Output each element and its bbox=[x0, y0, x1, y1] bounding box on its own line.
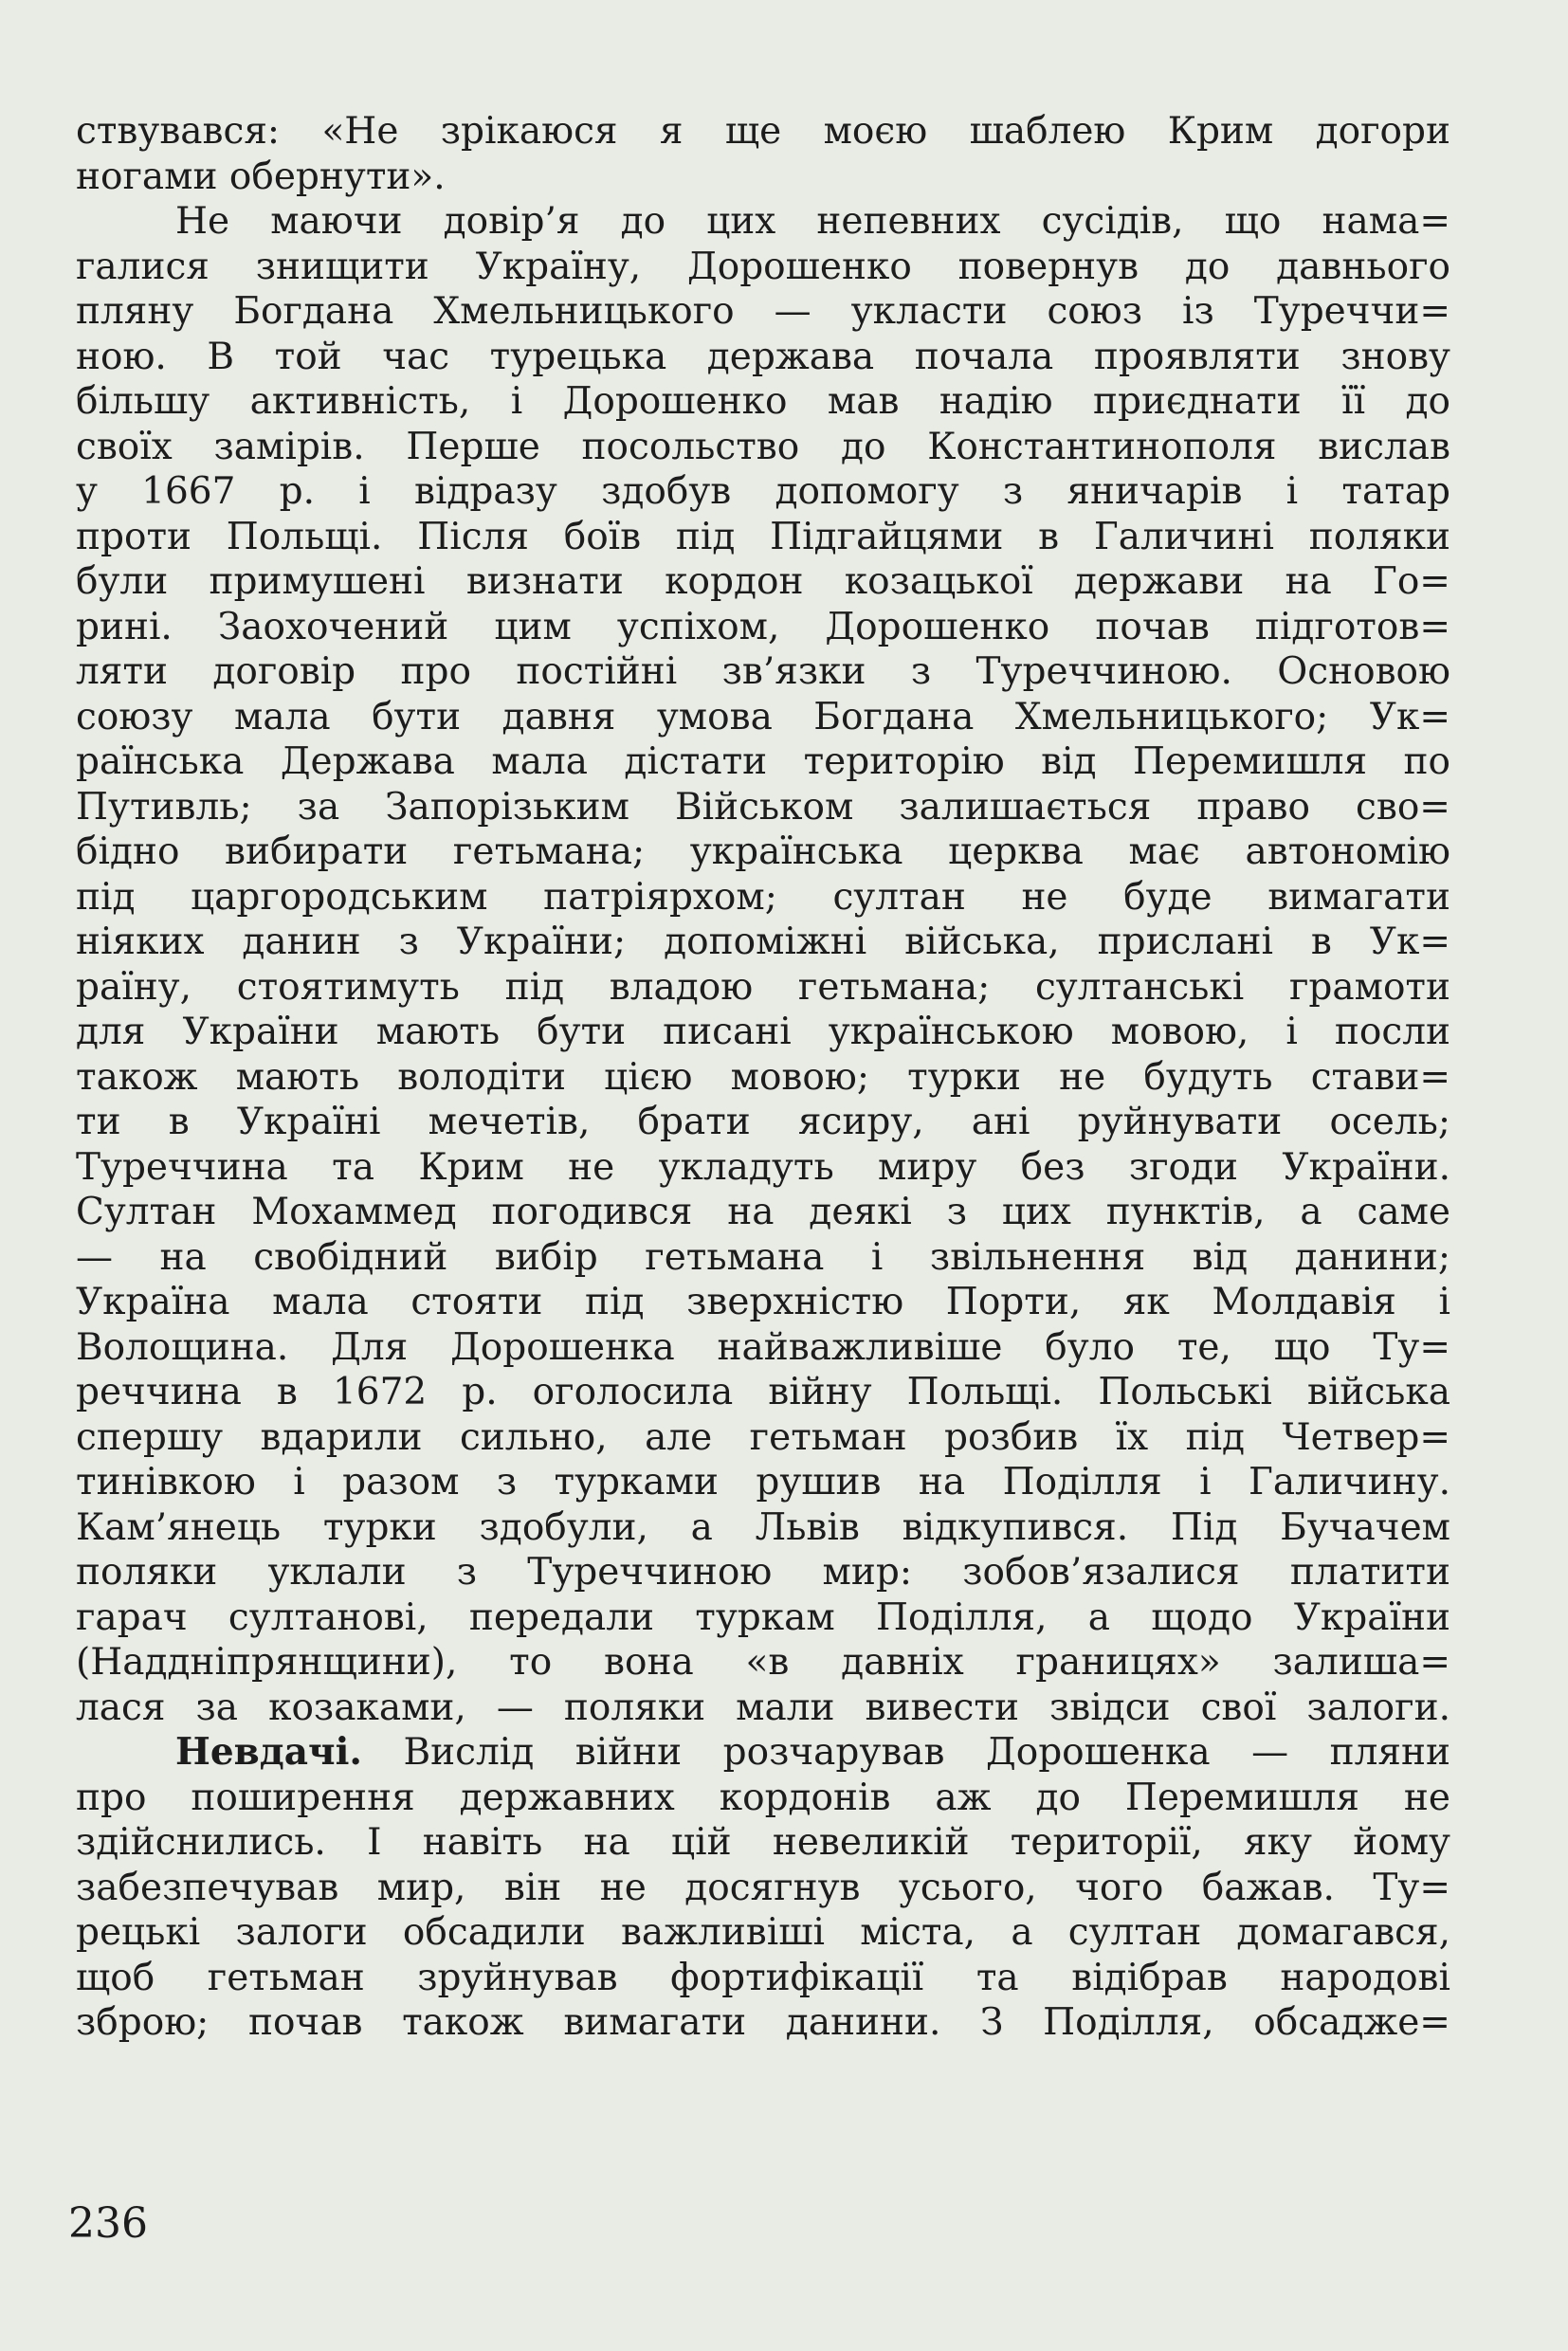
text-line: своїх замірів. Перше посольство до Константинополя вислав bbox=[76, 425, 1450, 468]
text-line: ляти договір про постійні зв’язки з Туреччиною. Основою bbox=[76, 650, 1450, 693]
text-line: також мають володіти цією мовою; турки не будуть стави= bbox=[76, 1055, 1450, 1099]
text-line: Волощина. Для Дорошенка найважливіше було те, що Ту= bbox=[76, 1325, 1450, 1369]
text-line: раїну, стоятимуть під владою гетьмана; султанські грамоти bbox=[76, 965, 1450, 1009]
text-line: галися знищити Україну, Дорошенко повернув до давнього bbox=[76, 245, 1450, 288]
text-line: здійснились. І навіть на цій невеликій території, яку йому bbox=[76, 1821, 1450, 1864]
text-line: про поширення державних кордонів аж до Перемишля не bbox=[76, 1776, 1450, 1819]
text-line: рецькі залоги обсадили важливіші міста, а султан домагався, bbox=[76, 1911, 1450, 1954]
text-line: бідно вибирати гетьмана; українська церква має автономію bbox=[76, 830, 1450, 873]
text-line: проти Польщі. Після боїв під Підгайцями в Галичині поляки bbox=[76, 515, 1450, 558]
text-line: ти в Україні мечетів, брати ясиру, ані руйнувати осель; bbox=[76, 1101, 1450, 1143]
text-line: (Наддніпрянщини), то вона «в давніх границях» залиша= bbox=[76, 1641, 1450, 1684]
text-line: у 1667 р. і відразу здобув допомогу з яничарів і татар bbox=[76, 470, 1450, 513]
text-line: гарач султанові, передали туркам Поділля, а щодо України bbox=[76, 1595, 1450, 1639]
text-line: ногами обернути». bbox=[76, 155, 446, 198]
section-heading: Невдачі. bbox=[175, 1730, 362, 1774]
text-line: тинівкою і разом з турками рушив на Поділля і Галичину. bbox=[76, 1461, 1450, 1504]
text-line: пляну Богдана Хмельницького — укласти союз із Туреччи= bbox=[76, 290, 1450, 333]
text-line: Султан Мохаммед погодився на деякі з цих пунктів, а саме bbox=[76, 1191, 1450, 1233]
text-line: раїнська Держава мала дістати територію від Перемишля по bbox=[76, 740, 1450, 783]
text-line bbox=[76, 1730, 1450, 1776]
text-line: рині. Заохочений цим успіхом, Дорошенко почав підготов= bbox=[76, 605, 1450, 648]
text-line: Не маючи довір’я до цих непевних сусідів, що нама= bbox=[175, 200, 1450, 243]
text-line: поляки уклали з Туреччиною мир: зобов’язалися платити bbox=[76, 1551, 1450, 1594]
text-line: реччина в 1672 р. оголосила війну Польщі. Польські війська bbox=[76, 1371, 1450, 1413]
text-line: забезпечував мир, він не досягнув усього, чого бажав. Ту= bbox=[76, 1866, 1450, 1909]
text-line: Україна мала стояти під зверхністю Порти, як Молдавія і bbox=[76, 1281, 1450, 1323]
text-line: для України мають бути писані українською мовою, і посли bbox=[76, 1011, 1450, 1053]
text-line: щоб гетьман зруйнував фортифікації та відібрав народові bbox=[76, 1956, 1450, 1999]
text-line-content: Вислід війни розчарував Дорошенка — пляни bbox=[361, 1731, 1450, 1774]
text-line: під царгородським патріярхом; султан не буде вимагати bbox=[76, 875, 1450, 919]
text-line: ною. В той час турецька держава почала проявляти знову bbox=[76, 335, 1450, 378]
page-number: 236 bbox=[68, 2199, 148, 2248]
text-line: Кам’янець турки здобули, а Львів відкупився. Під Бучачем bbox=[76, 1505, 1450, 1549]
text-line: ствувався: «Не зрікаюся я ще моєю шаблею Крим догори bbox=[76, 110, 1450, 153]
text-line: зброю; почав також вимагати данини. З Поділля, обсадже= bbox=[76, 2001, 1450, 2044]
text-line: ніяких данин з України; допоміжні війська, прислані в Ук= bbox=[76, 920, 1450, 963]
text-line: — на свобідний вибір гетьмана і звільнення від данини; bbox=[76, 1235, 1450, 1279]
text-line: лася за козаками, — поляки мали вивести звідси свої залоги. bbox=[76, 1686, 1450, 1729]
text-line: спершу вдарили сильно, але гетьман розбив їх під Четвер= bbox=[76, 1415, 1450, 1459]
text-line: Туреччина та Крим не укладуть миру без згоди України. bbox=[76, 1145, 1450, 1189]
text-line: були примушені визнати кордон козацької держави на Го= bbox=[76, 560, 1450, 603]
text-line: більшу активність, і Дорошенко мав надію приєднати її до bbox=[76, 380, 1450, 423]
text-line: Путивль; за Запорізьким Військом залишається право сво= bbox=[76, 785, 1450, 829]
body-text bbox=[76, 109, 1450, 2046]
text-line: союзу мала бути давня умова Богдана Хмельницького; Ук= bbox=[76, 695, 1450, 738]
